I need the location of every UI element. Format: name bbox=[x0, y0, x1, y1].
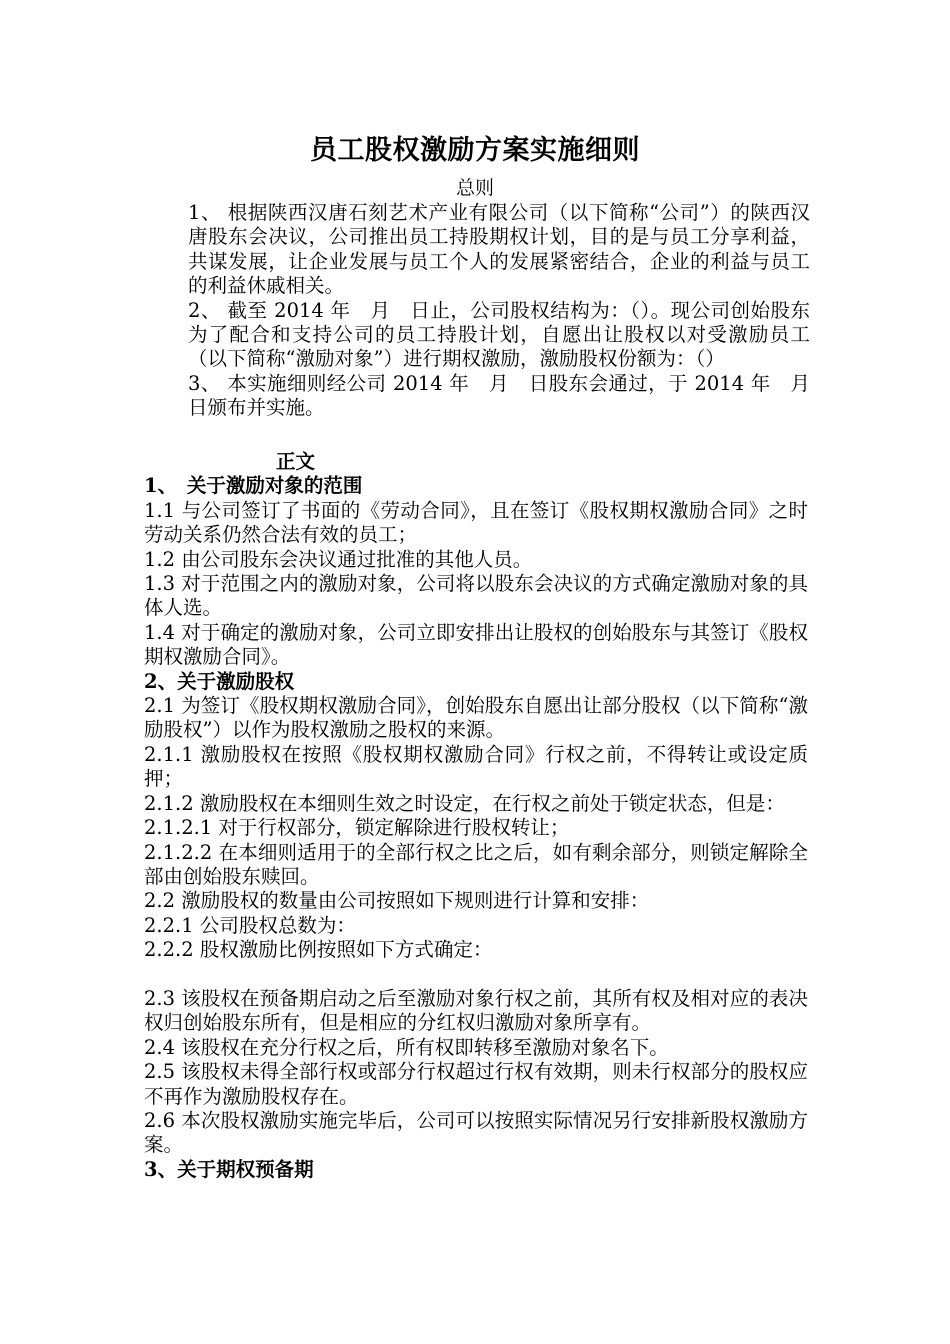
paragraph: 1.4 对于确定的激励对象，公司立即安排出让股权的创始股东与其签订《股权期权激励合同》。 bbox=[144, 620, 808, 669]
paragraph: 2.6 本次股权激励实施完毕后，公司可以按照实际情况另行安排新股权激励方案。 bbox=[144, 1108, 808, 1157]
intro-clause-2: 2、 截至 2014 年 月 日止，公司股权结构为：（）。现公司创始股东为了配合和支持公司的员工持股计划，自愿出让股权以对受激励员工（以下简称“激励对象”）进行期权激励，激励股权份额为：（） bbox=[188, 298, 810, 371]
paragraph: 2.1.1 激励股权在按照《股权期权激励合同》行权之前，不得转让或设定质押； bbox=[144, 742, 808, 791]
paragraph: 2.1.2.1 对于行权部分，锁定解除进行股权转让； bbox=[144, 816, 570, 840]
blank-line bbox=[144, 963, 808, 987]
body-content bbox=[144, 450, 808, 1182]
paragraph: 2.3 该股权在预备期启动之后至激励对象行权之前，其所有权及相对应的表决权归创始股东所有，但是相应的分红权归激励对象所享有。 bbox=[144, 986, 808, 1035]
paragraph: 2.1.2 激励股权在本细则生效之时设定，在行权之前处于锁定状态，但是： bbox=[144, 791, 785, 815]
paragraph: 2.5 该股权未得全部行权或部分行权超过行权有效期，则未行权部分的股权应不再作为激励股权存在。 bbox=[144, 1060, 808, 1108]
intro-clauses bbox=[188, 201, 830, 421]
paragraph: 2.1.2.2 在本细则适用于的全部行权之比之后，如有剩余部分，则锁定解除全部由创始股东赎回。 bbox=[144, 840, 808, 888]
paragraph: 2.2 激励股权的数量由公司按照如下规则进行计算和安排： bbox=[144, 889, 650, 913]
paragraph: 2.1 为签订《股权期权激励合同》，创始股东自愿出让部分股权（以下简称“激励股权”）以作为股权激励之股权的来源。 bbox=[144, 694, 808, 742]
paragraph: 2.4 该股权在充分行权之后，所有权即转移至激励对象名下。 bbox=[144, 1035, 669, 1059]
paragraph: 2.2.2 股权激励比例按照如下方式确定： bbox=[144, 938, 493, 962]
paragraph: 2.2.1 公司股权总数为： bbox=[144, 913, 356, 937]
body-heading: 正文 bbox=[276, 450, 316, 473]
paragraph: 1.1 与公司签订了书面的《劳动合同》，且在签订《股权期权激励合同》之时劳动关系仍然合法有效的员工； bbox=[144, 498, 808, 547]
section-heading-3: 3、关于期权预备期 bbox=[144, 1157, 314, 1181]
intro-clause-3: 3、 本实施细则经公司 2014 年 月 日股东会通过，于 2014 年 月 日颁布并实施。 bbox=[188, 371, 830, 420]
general-heading: 总则 bbox=[455, 177, 494, 199]
intro-clause-1: 1、 根据陕西汉唐石刻艺术产业有限公司（以下简称“公司”）的陕西汉唐股东会决议，公司推出员工持股期权计划，目的是与员工分享利益，共谋发展，让企业发展与员工个人的发展紧密结合，企业的利益与员工的利益休戚相关。 bbox=[188, 201, 810, 298]
section-heading-1: 1、 关于激励对象的范围 bbox=[144, 474, 363, 498]
section-heading-2: 2、关于激励股权 bbox=[144, 669, 295, 693]
paragraph: 1.3 对于范围之内的激励对象，公司将以股东会决议的方式确定激励对象的具体人选。 bbox=[144, 572, 808, 620]
document-title: 员工股权激励方案实施细则 bbox=[310, 135, 640, 166]
paragraph: 1.2 由公司股东会决议通过批准的其他人员。 bbox=[144, 547, 533, 571]
